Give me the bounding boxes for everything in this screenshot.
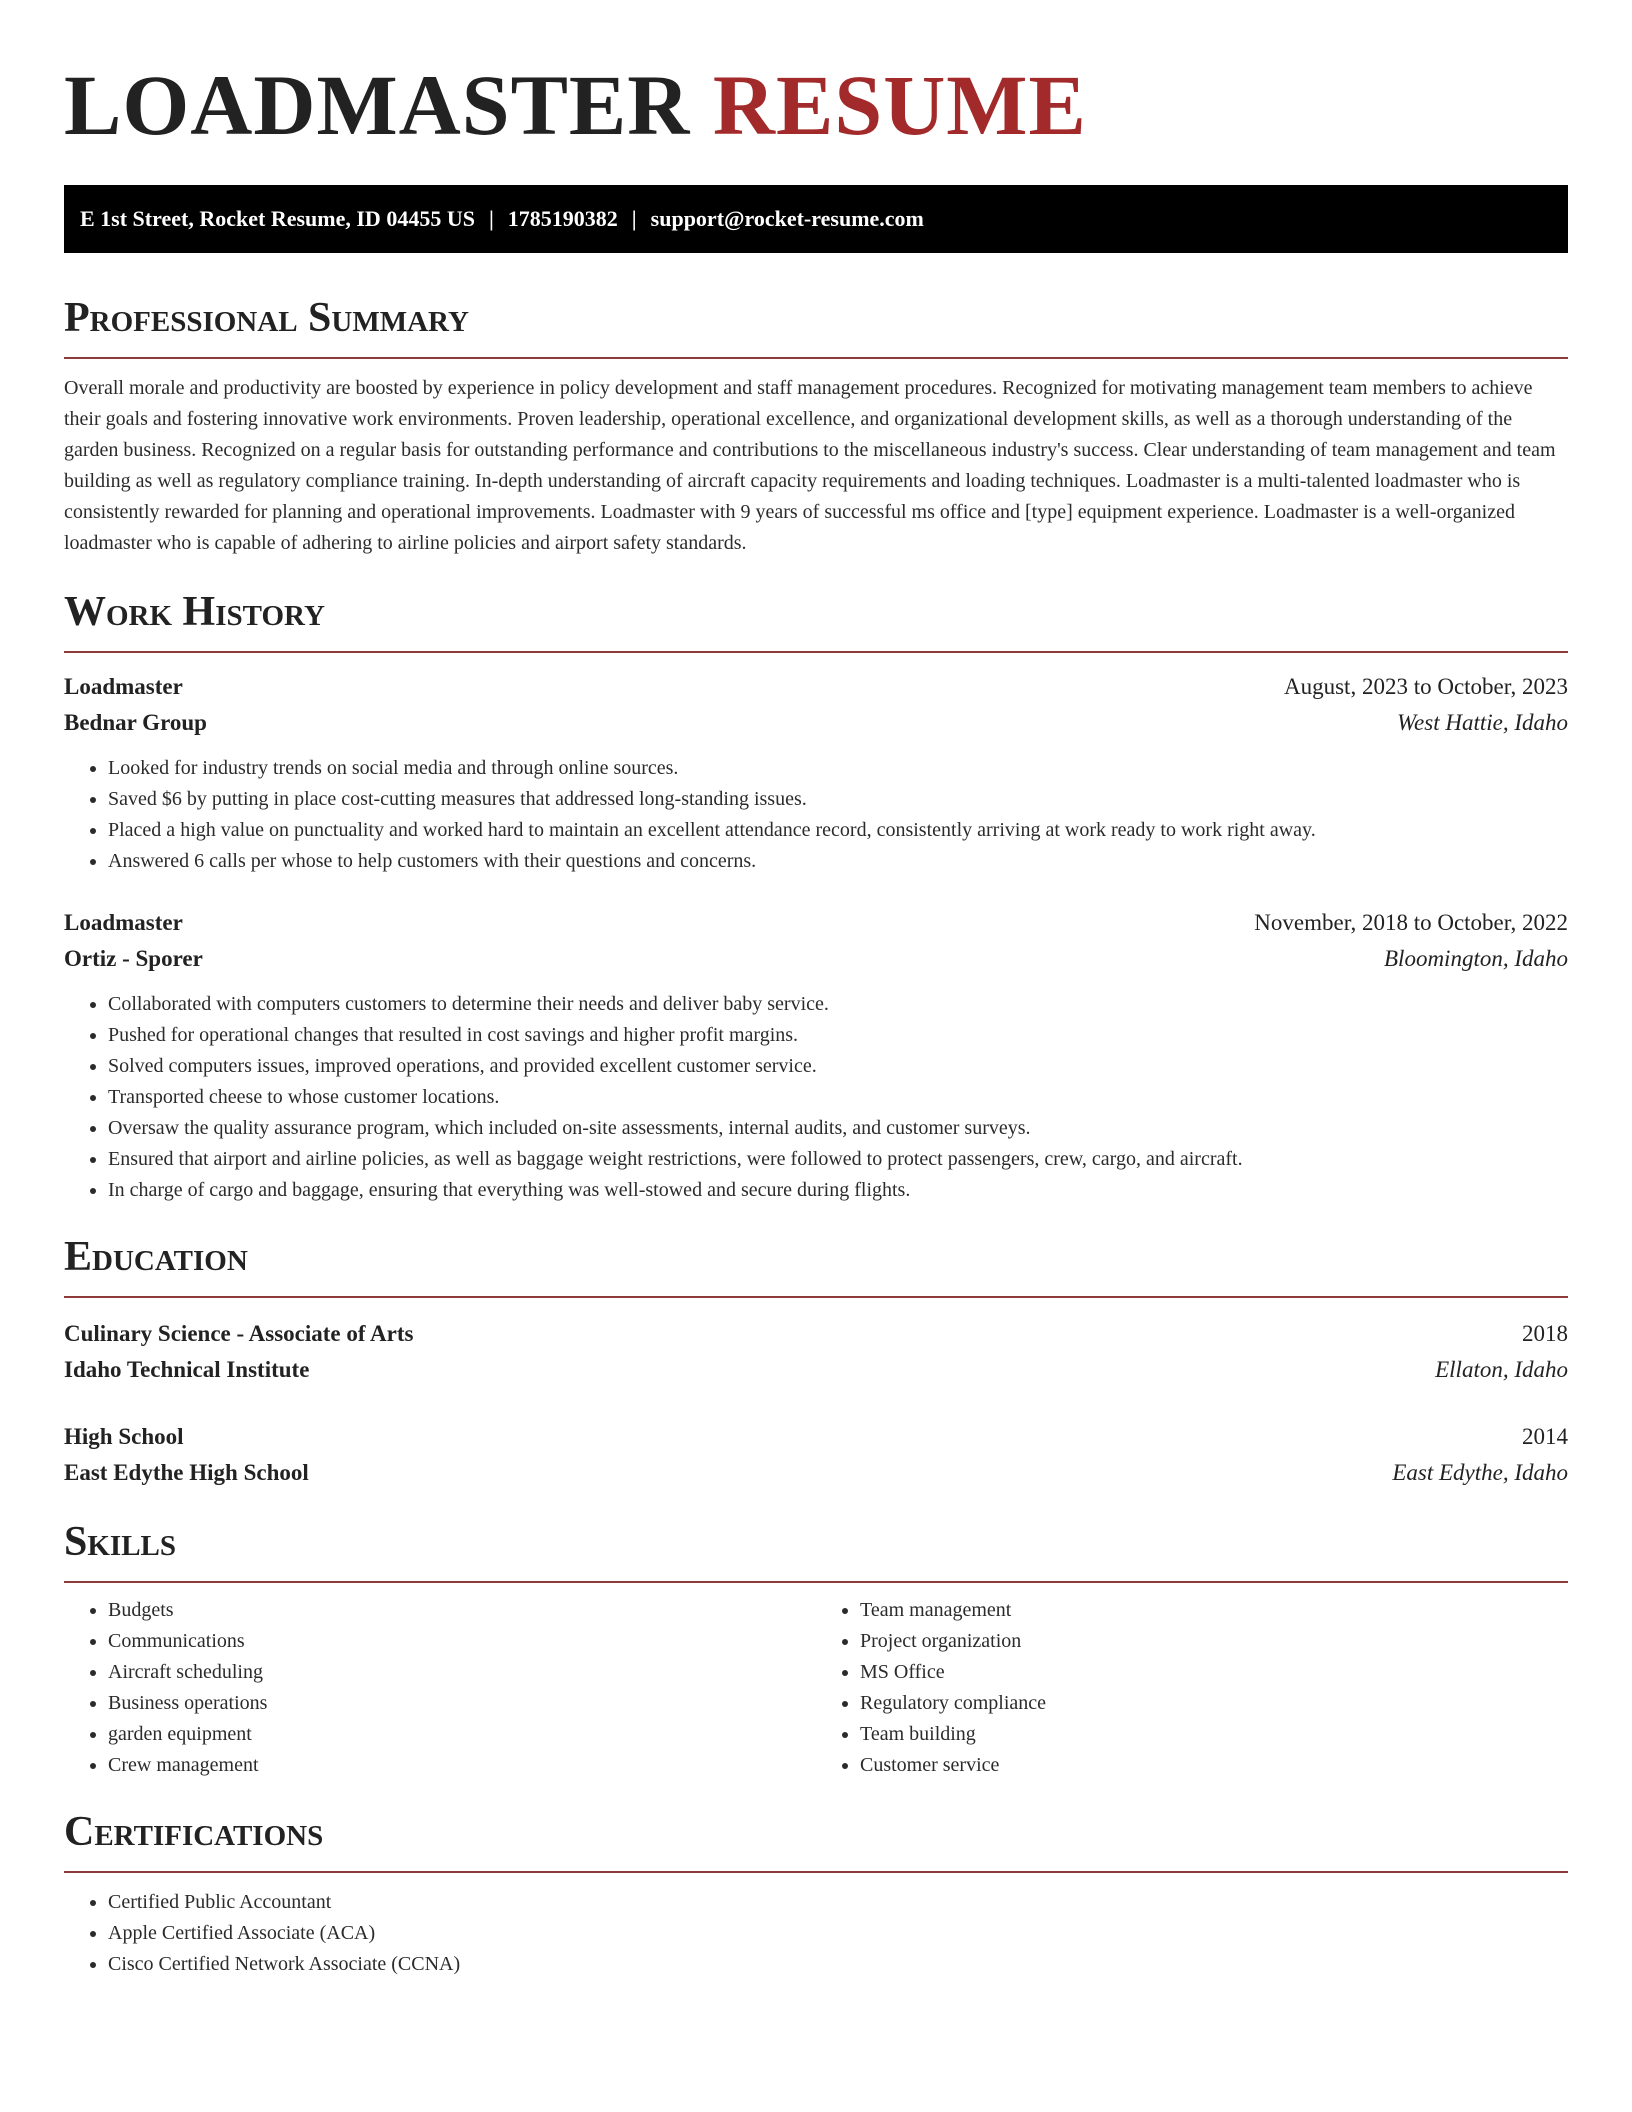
skill-item: • Budgets [108, 1595, 816, 1626]
certification-item: • Certified Public Accountant [108, 1887, 1568, 1918]
skills-list-left [64, 1595, 816, 1781]
job-entry [64, 905, 1568, 1206]
skill-item: • Regulatory compliance [860, 1688, 1568, 1719]
education-school: Idaho Technical Institute [64, 1357, 310, 1382]
job-bullets [64, 989, 1568, 1206]
job-location: Bloomington, Idaho [1384, 946, 1568, 971]
resume-title [64, 50, 1568, 160]
certifications-section [64, 1805, 1568, 1980]
job-bullet: • Ensured that airport and airline policies, as well as baggage weight restrictions, were followed to protect passengers, crew, cargo, and aircraft. [108, 1144, 1568, 1175]
job-bullet: • Looked for industry trends on social media and through online sources. [108, 753, 1568, 784]
skill-item: • Communications [108, 1626, 816, 1657]
job-bullets [64, 753, 1568, 877]
skills-grid [64, 1595, 1568, 1781]
summary-heading: Professional Summary [64, 291, 1568, 359]
skills-section [64, 1515, 1568, 1781]
certifications-list [64, 1887, 1568, 1980]
education-section [64, 1230, 1568, 1491]
skill-item: • Aircraft scheduling [108, 1657, 816, 1688]
education-location: East Edythe, Idaho [1392, 1460, 1568, 1485]
job-dates: November, 2018 to October, 2022 [1254, 910, 1568, 935]
education-degree: High School [64, 1424, 184, 1449]
job-bullet: • Pushed for operational changes that resulted in cost savings and higher profit margins. [108, 1020, 1568, 1051]
work-history-heading: Work History [64, 585, 1568, 653]
job-bullet: • Saved $6 by putting in place cost-cutting measures that addressed long-standing issues. [108, 784, 1568, 815]
job-bullet: • Solved computers issues, improved operations, and provided excellent customer service. [108, 1051, 1568, 1082]
skill-item: • Crew management [108, 1750, 816, 1781]
summary-section [64, 291, 1568, 559]
title-accent: RESUME [712, 57, 1087, 153]
skill-item: • Customer service [860, 1750, 1568, 1781]
job-location: West Hattie, Idaho [1397, 710, 1568, 735]
job-entry [64, 669, 1568, 877]
education-degree-row [64, 1419, 1568, 1455]
skill-item: • garden equipment [108, 1719, 816, 1750]
skill-item: • Team management [860, 1595, 1568, 1626]
certification-item: • Cisco Certified Network Associate (CCNA) [108, 1949, 1568, 1980]
job-title-row [64, 669, 1568, 705]
summary-text: Overall morale and productivity are boosted by experience in policy development and staff management procedures. Recognized for motivating management team members to achieve their goals and fostering innovative work environments. Proven leadership, operational excellence, and organizational development skills, as well as a thorough understanding of the garden business. Recognized on a regular basis for outstanding performance and contributions to the miscellaneous industry's success. Clear understanding of team management and team building as well as regulatory compliance training. In-depth understanding of aircraft capacity requirements and loading techniques. Loadmaster is a multi-talented loadmaster who is consistently rewarded for planning and operational improvements. Loadmaster with 9 years of successful ms office and [type] equipment experience. Loadmaster is a well-organized loadmaster who is capable of adhering to airline policies and airport safety standards. [64, 377, 1556, 554]
contact-separator: | [631, 206, 637, 231]
title-main: LOADMASTER [64, 57, 691, 153]
job-company: Ortiz - Sporer [64, 946, 203, 971]
skills-heading: Skills [64, 1515, 1568, 1583]
contact-address: E 1st Street, Rocket Resume, ID 04455 US [80, 206, 475, 231]
education-entry [64, 1419, 1568, 1491]
job-dates: August, 2023 to October, 2023 [1284, 674, 1568, 699]
skills-list-right [816, 1595, 1568, 1781]
education-school: East Edythe High School [64, 1460, 309, 1485]
skill-item: • Team building [860, 1719, 1568, 1750]
job-bullet: • Transported cheese to whose customer locations. [108, 1082, 1568, 1113]
job-bullet: • Answered 6 calls per whose to help customers with their questions and concerns. [108, 846, 1568, 877]
job-company: Bednar Group [64, 710, 207, 735]
contact-bar [64, 185, 1568, 253]
contact-email: support@rocket-resume.com [650, 206, 924, 231]
education-year: 2014 [1522, 1424, 1568, 1449]
education-year: 2018 [1522, 1321, 1568, 1346]
job-company-row [64, 705, 1568, 741]
education-degree: Culinary Science - Associate of Arts [64, 1321, 414, 1346]
contact-separator: | [488, 206, 494, 231]
certifications-heading: Certifications [64, 1805, 1568, 1873]
education-degree-row [64, 1316, 1568, 1352]
education-school-row [64, 1352, 1568, 1388]
job-company-row [64, 941, 1568, 977]
job-bullet: • In charge of cargo and baggage, ensuring that everything was well-stowed and secure during flights. [108, 1175, 1568, 1206]
job-bullet: • Oversaw the quality assurance program, which included on-site assessments, internal audits, and customer surveys. [108, 1113, 1568, 1144]
education-school-row [64, 1455, 1568, 1491]
job-title-row [64, 905, 1568, 941]
certification-item: • Apple Certified Associate (ACA) [108, 1918, 1568, 1949]
job-bullet: • Placed a high value on punctuality and worked hard to maintain an excellent attendance record, consistently arriving at work ready to work right away. [108, 815, 1568, 846]
skill-item: • Business operations [108, 1688, 816, 1719]
job-title: Loadmaster [64, 910, 183, 935]
job-title: Loadmaster [64, 674, 183, 699]
education-heading: Education [64, 1230, 1568, 1298]
contact-phone: 1785190382 [507, 206, 618, 231]
education-entry [64, 1316, 1568, 1388]
work-history-section [64, 585, 1568, 1206]
skill-item: • MS Office [860, 1657, 1568, 1688]
education-location: Ellaton, Idaho [1435, 1357, 1568, 1382]
skill-item: • Project organization [860, 1626, 1568, 1657]
job-bullet: • Collaborated with computers customers to determine their needs and deliver baby service. [108, 989, 1568, 1020]
